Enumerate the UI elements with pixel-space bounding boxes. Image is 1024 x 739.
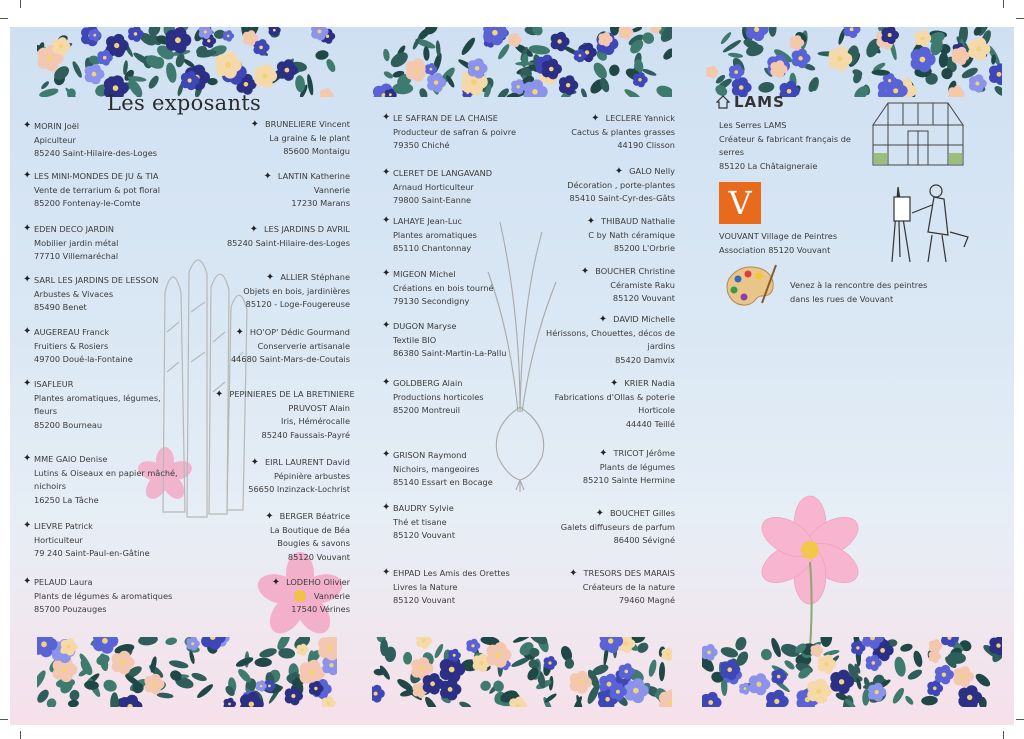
exhibitor-detail: Objets en bois, jardinières <box>243 285 350 296</box>
exhibitor-entry <box>530 447 675 488</box>
exhibitor-entry <box>215 326 350 367</box>
exhibitor-detail: Plantes aromatiques <box>393 229 477 240</box>
crop-mark <box>1003 731 1004 739</box>
exhibitor-detail: 85120 Vouvant <box>393 595 456 606</box>
exhibitor-entry <box>23 223 119 264</box>
star-bullet-icon: ✦ <box>382 167 391 178</box>
info-line: 85120 La Châtaigneraie <box>719 160 818 171</box>
exhibitor-name: MME GAIO Denise <box>34 454 108 464</box>
star-bullet-icon: ✦ <box>249 224 258 235</box>
exhibitor-detail: Créateurs de la nature <box>582 581 675 592</box>
exhibitor-name: MIGEON Michel <box>393 269 456 279</box>
crop-mark <box>20 731 21 739</box>
exhibitor-detail: 79 240 Saint-Paul-en-Gâtine <box>34 548 150 559</box>
star-bullet-icon: ✦ <box>599 448 608 459</box>
exhibitor-detail: 44190 Clisson <box>617 140 675 151</box>
exhibitor-entry <box>530 507 675 548</box>
exhibitor-entry <box>215 170 350 211</box>
star-bullet-icon: ✦ <box>23 170 32 181</box>
exhibitor-name: ✦ EIRL LAURENT David <box>250 457 350 468</box>
exhibitor-name: EDEN DECO JARDIN <box>34 224 115 234</box>
exhibitor-detail: 85200 Montreuil <box>393 405 461 416</box>
star-bullet-icon: ✦ <box>215 389 224 400</box>
exhibitor-entry <box>382 320 507 361</box>
star-bullet-icon: ✦ <box>23 223 32 234</box>
exhibitor-name: GRISON Raymond <box>393 450 467 460</box>
exhibitor-name: ✦ PEPINIERES DE LA BRETINIERE <box>215 389 355 400</box>
exhibitor-entry <box>382 167 493 208</box>
exhibitor-detail: 79460 Magné <box>618 595 675 606</box>
exhibitor-name: ✦ TRESORS DES MARAIS <box>569 568 675 579</box>
exhibitor-entry <box>23 274 159 315</box>
exhibitor-entry <box>382 377 484 418</box>
exhibitor-detail: 85110 Chantonnay <box>393 243 472 254</box>
exhibitor-name: LIEVRE Patrick <box>34 521 93 531</box>
exhibitor-entry <box>215 456 350 497</box>
vouvant-info <box>719 230 837 257</box>
floral-border-bottom <box>37 637 337 707</box>
exhibitor-name: ✦ LANTIN Katherine <box>263 171 350 182</box>
exhibitor-detail: 85120 Vouvant <box>287 551 350 562</box>
exhibitor-detail: Décoration , porte-plantes <box>567 179 675 190</box>
exhibitor-entry <box>215 510 350 564</box>
exhibitor-name: MORIN Joël <box>34 121 80 131</box>
floral-border-bottom <box>702 637 1002 707</box>
exhibitor-detail: 85200 L'Orbrie <box>613 243 675 254</box>
exhibitor-detail: 85200 Fontenay-le-Comte <box>34 198 141 209</box>
exhibitor-detail: Nichoirs, mangeoires <box>393 463 480 474</box>
exhibitor-detail: Lutins & Oiseaux en papier mâché, <box>34 467 178 478</box>
exhibitor-entry <box>215 118 350 159</box>
star-bullet-icon: ✦ <box>250 457 259 468</box>
star-bullet-icon: ✦ <box>235 327 244 338</box>
exhibitor-name: ✦ GALO Nelly <box>614 166 675 177</box>
star-bullet-icon: ✦ <box>595 508 604 519</box>
info-line: VOUVANT Village de Peintres <box>719 231 838 241</box>
exhibitor-detail: nichoirs <box>34 481 67 492</box>
exhibitor-detail: Galets diffuseurs de parfum <box>560 521 675 532</box>
house-icon <box>716 95 730 109</box>
brochure-sheet <box>10 27 1014 725</box>
info-line: Créateur & fabricant français de <box>719 133 851 144</box>
exhibitor-detail: Céramiste Raku <box>610 279 675 290</box>
lams-logo: LAMS <box>734 93 785 111</box>
exhibitor-entry <box>23 120 158 161</box>
lams-info <box>719 119 851 173</box>
exhibitor-entry <box>23 520 150 561</box>
exhibitor-entry <box>23 576 173 617</box>
exhibitor-entry <box>530 265 675 306</box>
exhibitor-name: ✦ KRIER Nadia <box>610 378 675 389</box>
exhibitor-entry <box>382 215 477 256</box>
exhibitor-detail: jardins <box>647 341 675 352</box>
exhibitor-detail: 85140 Essart en Bocage <box>393 477 493 488</box>
exhibitor-entry <box>382 268 494 309</box>
exhibitor-detail: 85200 Bourneau <box>34 419 103 430</box>
exhibitor-detail: 79800 Saint-Eanne <box>393 195 472 206</box>
crop-mark <box>0 18 8 19</box>
exhibitor-name: DUGON Maryse <box>393 321 457 331</box>
info-line: Les Serres LAMS <box>719 120 787 130</box>
exhibitor-detail: 85600 Montaigu <box>283 146 350 157</box>
exhibitor-detail: 85490 Benet <box>34 302 87 313</box>
exhibitor-detail: 44440 Teillé <box>625 418 675 429</box>
exhibitor-detail: 17540 Vérines <box>291 604 350 615</box>
crop-mark <box>1016 719 1024 720</box>
panel-middle <box>360 27 680 725</box>
star-bullet-icon: ✦ <box>250 119 259 130</box>
exhibitor-name: ✦ LES JARDINS D AVRIL <box>249 224 350 235</box>
star-bullet-icon: ✦ <box>382 215 391 226</box>
exhibitor-name: ✦ ALLIER Stéphane <box>265 272 350 283</box>
panel-left <box>23 27 355 725</box>
star-bullet-icon: ✦ <box>23 326 32 337</box>
exhibitor-detail: 77710 Villemaréchal <box>34 251 119 262</box>
exhibitor-entry <box>215 271 350 312</box>
exhibitor-detail: 79350 Chiché <box>393 140 450 151</box>
exhibitor-entry <box>23 453 178 507</box>
exhibitor-name: ✦ LECLERE Yannick <box>591 113 675 124</box>
exhibitor-name: GOLDBERG Alain <box>393 378 463 388</box>
floral-border-top <box>372 27 672 97</box>
exhibitor-detail: C by Nath céramique <box>588 229 675 240</box>
exhibitor-name: LE SAFRAN DE LA CHAISE <box>393 113 498 123</box>
exhibitor-name: ✦ BRUNELIERE Vincent <box>250 119 350 130</box>
exhibitor-entry <box>215 388 355 442</box>
exhibitor-name: ✦ THIBAUD Nathalie <box>586 216 675 227</box>
exhibitor-detail: Horticulteur <box>34 534 83 545</box>
exhibitor-detail: 79130 Secondigny <box>393 296 470 307</box>
exhibitor-name: CLERET DE LANGAVAND <box>393 168 493 178</box>
panel-right <box>690 27 1010 725</box>
star-bullet-icon: ✦ <box>614 166 624 177</box>
exhibitor-detail: 49700 Doué-la-Fontaine <box>34 354 133 365</box>
exhibitor-name: ✦ BOUCHET Gilles <box>595 508 675 519</box>
exhibitor-detail: 16250 La Tâche <box>34 494 99 505</box>
exhibitor-detail: Vente de terrarium & pot floral <box>34 184 160 195</box>
exhibitor-detail: Livres la Nature <box>393 581 458 592</box>
exhibitor-detail: Producteur de safran & poivre <box>393 126 516 137</box>
exhibitor-entry <box>530 313 675 367</box>
exhibitor-detail: 85420 Damvix <box>615 354 675 365</box>
exhibitor-name: EHPAD Les Amis des Orettes <box>393 568 510 578</box>
exhibitor-entry <box>23 326 133 367</box>
star-bullet-icon: ✦ <box>382 449 391 460</box>
crop-mark <box>20 0 21 8</box>
exhibitor-detail: PRUVOST Alain <box>288 402 350 413</box>
exhibitor-detail: 85210 Sainte Hermine <box>582 475 675 486</box>
exhibitor-detail: Plantes aromatiques, légumes, <box>34 392 161 403</box>
exhibitor-detail: Plants de légumes <box>599 461 675 472</box>
floral-border-top <box>37 27 337 97</box>
star-bullet-icon: ✦ <box>265 511 274 522</box>
exhibitor-name: SARL LES JARDINS DE LESSON <box>34 275 159 285</box>
vouvant-logo: V <box>719 182 761 224</box>
star-bullet-icon: ✦ <box>569 568 578 579</box>
exhibitor-detail: Iris, Hémérocalle <box>280 416 350 427</box>
star-bullet-icon: ✦ <box>23 274 32 285</box>
exhibitor-detail: Cactus & plantes grasses <box>571 126 675 137</box>
exhibitor-detail: Thé et tisane <box>393 516 447 527</box>
info-line: serres <box>719 147 745 158</box>
star-bullet-icon: ✦ <box>382 377 391 388</box>
exhibitor-detail: 85700 Pouzauges <box>34 604 107 615</box>
exhibitor-name: ✦ LODEHO Olivier <box>271 577 350 588</box>
exhibitor-detail: Arbustes & Vivaces <box>34 288 114 299</box>
exhibitor-detail: Apiculteur <box>34 134 76 145</box>
exhibitor-detail: 85410 Saint-Cyr-des-Gâts <box>569 193 675 204</box>
exhibitor-entry <box>530 215 675 256</box>
exhibitor-detail: La graine & le plant <box>269 132 350 143</box>
exhibitor-detail: 44680 Saint-Mars-de-Coutais <box>230 354 350 365</box>
exhibitor-detail: Conserverie artisanale <box>257 340 350 351</box>
exhibitor-entry <box>382 112 516 153</box>
exhibitor-entry <box>530 377 675 431</box>
exhibitor-detail: 85240 Saint-Hilaire-des-Loges <box>226 237 350 248</box>
exhibitor-name: LES MINI-MONDES DE JU & TIA <box>34 171 159 181</box>
exhibitor-name: PELAUD Laura <box>34 577 93 587</box>
exhibitor-entry <box>530 567 675 608</box>
star-bullet-icon: ✦ <box>382 268 391 279</box>
exhibitor-entry <box>382 449 493 490</box>
exhibitor-entry <box>530 165 675 206</box>
star-bullet-icon: ✦ <box>580 266 590 277</box>
floral-border-bottom <box>372 637 672 707</box>
star-bullet-icon: ✦ <box>263 171 272 182</box>
star-bullet-icon: ✦ <box>23 453 32 464</box>
exhibitor-detail: Textile BIO <box>393 334 437 345</box>
info-line: dans les rues de Vouvant <box>790 293 894 304</box>
crop-mark <box>1003 0 1004 8</box>
painter-illustration <box>888 177 978 267</box>
exhibitor-entry <box>382 567 510 608</box>
exhibitor-entry <box>382 502 456 543</box>
crop-mark <box>1016 18 1024 19</box>
page-title: Les exposants <box>107 91 262 115</box>
exhibitor-detail: Hérissons, Chouettes, décos de <box>546 327 675 338</box>
exhibitor-name: ✦ BOUCHER Christine <box>580 266 675 277</box>
exhibitor-detail: 85240 Faussais-Payré <box>261 429 350 440</box>
exhibitor-name: ✦ BERGER Béatrice <box>265 511 350 522</box>
star-bullet-icon: ✦ <box>23 576 32 587</box>
star-bullet-icon: ✦ <box>598 314 608 325</box>
exhibitor-name: LAHAYE Jean-Luc <box>393 216 462 226</box>
exhibitor-detail: Créations en bois tourné <box>393 282 494 293</box>
info-line: Venez à la rencontre des peintres <box>790 280 928 290</box>
exhibitor-entry <box>23 170 160 211</box>
exhibitor-detail: Productions horticoles <box>393 391 484 402</box>
star-bullet-icon: ✦ <box>586 216 596 227</box>
star-bullet-icon: ✦ <box>591 113 600 124</box>
exhibitor-detail: Plants de légumes & aromatiques <box>34 590 173 601</box>
exhibitor-detail: Vannerie <box>313 590 350 601</box>
exhibitor-detail: Pépinière arbustes <box>273 470 350 481</box>
exhibitor-detail: Fruitiers & Rosiers <box>34 340 109 351</box>
floral-border-top <box>702 27 1002 97</box>
exhibitor-detail: 86380 Saint-Martin-La-Pallu <box>393 348 507 359</box>
exhibitor-name: AUGEREAU Franck <box>34 327 110 337</box>
star-bullet-icon: ✦ <box>23 378 32 389</box>
exhibitor-detail: Horticole <box>638 405 675 416</box>
star-bullet-icon: ✦ <box>382 112 391 123</box>
exhibitor-detail: Fabrications d'Ollas & poterie <box>554 391 675 402</box>
exhibitor-detail: 85120 Vouvant <box>612 293 675 304</box>
exhibitor-name: BAUDRY Sylvie <box>393 503 454 513</box>
exhibitor-detail: Bougies & savons <box>277 538 350 549</box>
exhibitor-name: ✦ DAVID Michelle <box>598 314 675 325</box>
palette-icon <box>722 263 778 309</box>
star-bullet-icon: ✦ <box>382 320 391 331</box>
exhibitor-entry <box>215 223 350 250</box>
star-bullet-icon: ✦ <box>265 272 275 283</box>
exhibitor-detail: 85120 - Loge-Fougereuse <box>245 299 350 310</box>
exhibitor-entry <box>215 576 350 617</box>
exhibitor-detail: Arnaud Horticulteur <box>393 181 474 192</box>
exhibitor-detail: Vannerie <box>313 184 350 195</box>
painters-info <box>790 279 927 306</box>
crop-mark <box>0 719 8 720</box>
star-bullet-icon: ✦ <box>610 378 619 389</box>
exhibitor-detail: La Boutique de Béa <box>269 524 350 535</box>
exhibitor-detail: fleurs <box>34 406 58 417</box>
exhibitor-entry <box>23 378 161 432</box>
star-bullet-icon: ✦ <box>382 502 391 513</box>
star-bullet-icon: ✦ <box>23 120 32 131</box>
exhibitor-name: ✦ HO'OP' Dédic Gourmand <box>235 327 350 338</box>
exhibitor-detail: 17230 Marans <box>291 198 350 209</box>
exhibitor-detail: 85120 Vouvant <box>393 530 456 541</box>
exhibitor-detail: 56650 Inzinzack-Lochrist <box>248 484 350 495</box>
exhibitor-detail: Mobilier jardin métal <box>34 237 119 248</box>
greenhouse-illustration <box>868 97 968 169</box>
exhibitor-name: ISAFLEUR <box>34 379 74 389</box>
info-line: Association 85120 Vouvant <box>719 244 831 255</box>
exhibitor-entry <box>530 112 675 153</box>
exhibitor-detail: 85240 Saint-Hilaire-des-Loges <box>34 148 158 159</box>
exhibitor-detail: 86400 Sévigné <box>613 535 675 546</box>
star-bullet-icon: ✦ <box>271 577 281 588</box>
star-bullet-icon: ✦ <box>23 520 32 531</box>
star-bullet-icon: ✦ <box>382 567 391 578</box>
exhibitor-name: ✦ TRICOT Jérôme <box>599 448 675 459</box>
